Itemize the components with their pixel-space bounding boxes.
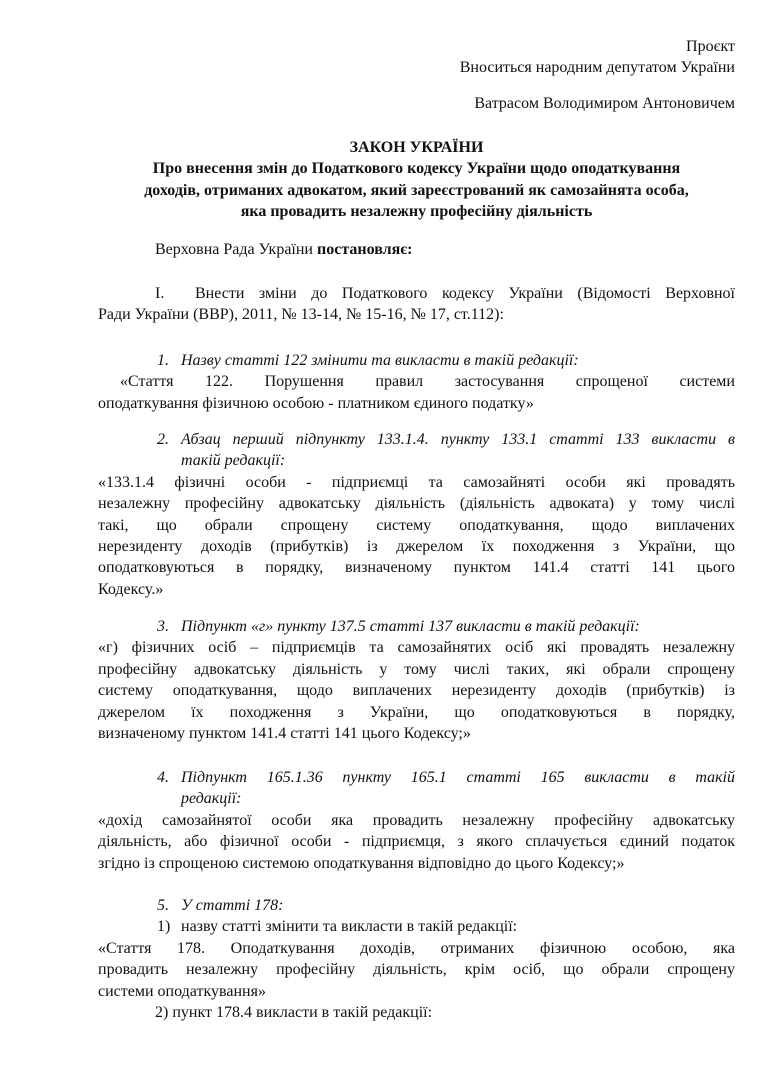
quote-line: нерезиденту доходів (прибутків) із джерелом їх походження з України, що [98,537,735,555]
quote-line: Кодексу.» [98,580,164,598]
law-title-line: яка провадить незалежну професійну діяльність [240,203,593,221]
quote-line: «Стаття 178. Оподаткування доходів, отриманих фізичною особою, яка [98,939,735,957]
item-number: 4. [157,769,169,786]
quote-line: «133.1.4 фізичні особи - підприємці та самозайняті особи які провадять [98,473,735,491]
quote-line: визначеному пунктом 141.4 статті 141 цього Кодексу;» [98,724,471,742]
quote-line: джерелом їх походження з України, що оподатковуються в порядку, [98,703,735,721]
item-heading-text: редакції: [181,790,242,808]
quote-line: діяльність, або фізичної особи - підприємця, з якого сплачується єдиний податок [98,833,735,851]
quote-line: згідно із спрощеною системою оподаткування відповідно до цього Кодексу;» [98,854,625,872]
item-heading [98,616,735,637]
item-heading [98,450,735,471]
item-heading-text: Абзац перший підпункту 133.1.4. пункту 133.1 статті 133 викласти в [181,431,735,448]
item-heading [98,788,735,809]
quote-line: систему оподаткування, щодо виплачених нерезиденту доходів (прибутків) із [98,682,735,700]
quote-line: професійну адвокатську діяльність у тому числі таких, які обрали спрощену [98,660,735,678]
item-heading [98,350,735,371]
item-heading [98,767,735,788]
item-4 [98,767,735,874]
submitted-by: Вноситься народним депутатом України [459,59,735,77]
item-number: 1. [157,352,169,369]
preamble [98,239,735,260]
section-1 [98,283,735,326]
quote-line: оподатковуються в порядку, визначеному пунктом 141.4 статті 141 цього [98,559,735,577]
quote-line: незалежну професійну адвокатську діяльність (діяльність адвоката) у тому числі [98,495,735,513]
preamble-bold: постановляє: [317,241,413,258]
quote-line: «г) фізичних осіб – підприємців та самозайнятих осіб які провадять незалежну [98,639,735,657]
item-heading: У статті 178: [181,897,284,914]
preamble-text: Верховна Рада України [155,241,317,258]
document-header [98,36,735,114]
item-heading-text: Підпункт «г» пункту 137.5 статті 137 викласти в такій редакції: [181,618,640,635]
item-heading [98,429,735,450]
section-line: Ради України (ВВР), 2011, № 13-14, № 15-16, № 17, ст.112): [98,306,504,324]
subitem-text: назву статті змінити та викласти в такій редакції: [181,918,518,936]
item-1 [98,350,735,414]
quote-line: «дохід самозайнятої особи яка провадить незалежну професійну адвокатську [98,811,735,829]
item-heading-text: такій редакції: [181,452,286,470]
item-5 [98,895,735,1023]
section-number: I. [155,285,165,302]
quote-line: оподаткування фізичною особою - платником єдиного податку» [98,394,534,412]
quote-line: системи оподаткування» [98,982,266,1000]
item-heading-text: Підпункт 165.1.36 пункту 165.1 статті 165 викласти в такій [181,769,735,786]
item-number: 5. [157,897,169,914]
item-heading-text: Назву статті 122 змінити та викласти в такій редакції: [181,352,579,369]
law-title-main: ЗАКОН УКРАЇНИ [349,139,484,156]
section-line: Внести зміни до Податкового кодексу України (Відомості Верховної [195,285,735,302]
item-number: 3. [157,618,169,635]
law-title [98,137,735,223]
item-number: 2. [157,431,169,448]
author: Ватрасом Володимиром Антоновичем [474,94,735,112]
subitem-number: 1) [157,918,171,936]
law-title-line: Про внесення змін до Податкового кодексу України щодо оподаткування [152,160,681,178]
item-3 [98,616,735,744]
subitem-2: 2) пункт 178.4 викласти в такій редакції: [155,1003,433,1021]
project-label: Проєкт [686,38,735,55]
law-title-line: доходів, отриманих адвокатом, який зареєстрований як самозайнята особа, [144,181,689,199]
quote-line: такі, що обрали спрощену систему оподаткування, щодо виплачених [98,516,735,534]
quote-line: «Стаття 122. Порушення правил застосування спрощеної системи [120,373,735,391]
quote-line: провадить незалежну професійну діяльність, крім осіб, що обрали спрощену [98,961,735,979]
item-2 [98,429,735,600]
